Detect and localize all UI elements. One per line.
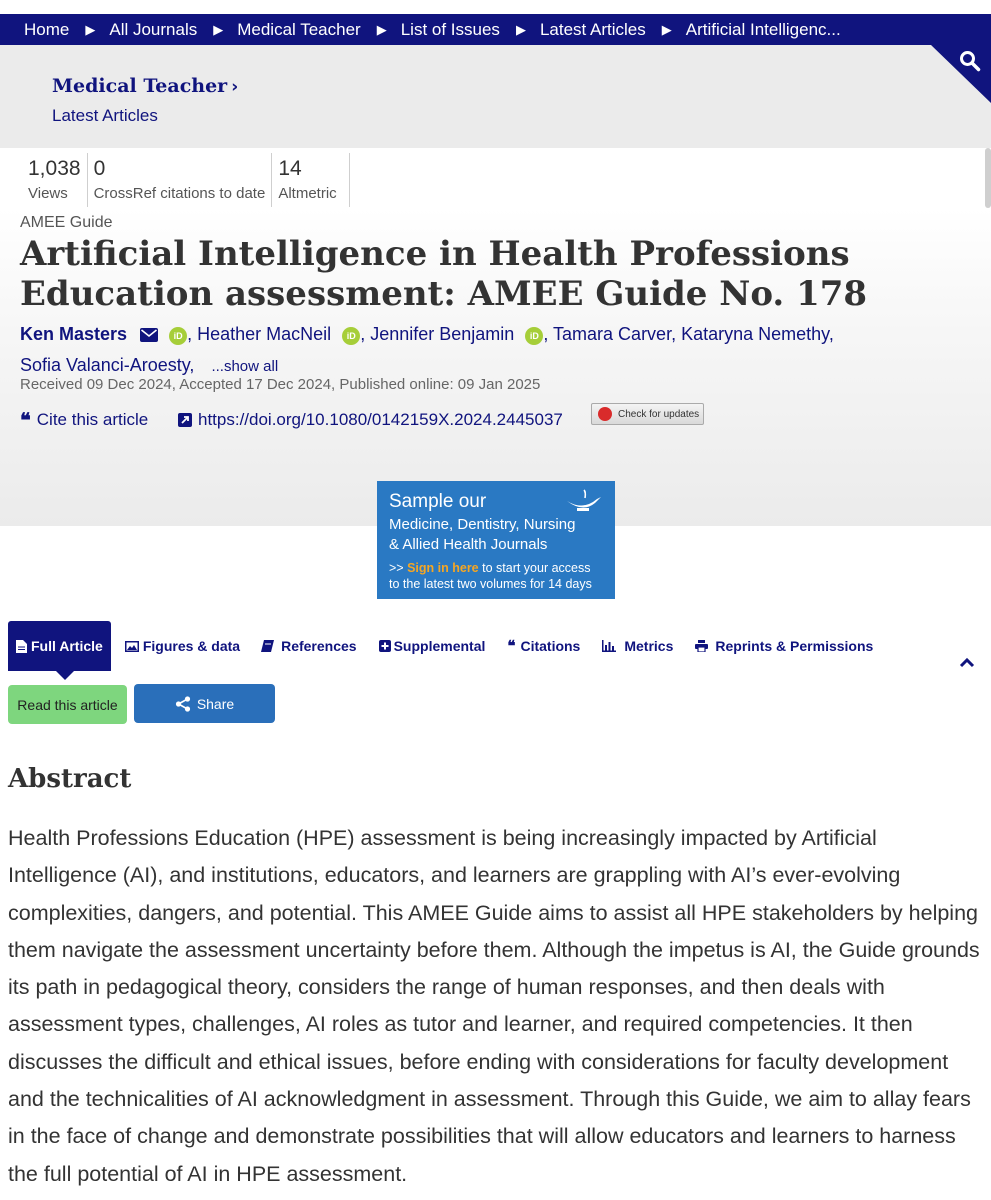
cite-label: Cite this article [36, 410, 149, 429]
breadcrumb-current: Artificial Intelligenc... [685, 19, 841, 39]
tab-reprints-permissions[interactable] [695, 621, 873, 671]
crossmark-icon [598, 407, 612, 421]
author-link[interactable]: Sofia Valanci-Aroesty [20, 355, 190, 375]
tab-figures-data[interactable] [125, 621, 240, 671]
breadcrumb-all-journals[interactable]: All Journals [109, 19, 198, 39]
tab-supplemental[interactable] [379, 621, 486, 671]
metric-label: Altmetric [278, 185, 337, 202]
breadcrumb-latest-articles[interactable]: Latest Articles [539, 19, 646, 39]
ad-line1: Sample our [389, 491, 487, 512]
show-all-authors-link[interactable]: ...show all [211, 358, 279, 375]
breadcrumb-home[interactable]: Home [24, 19, 70, 39]
ad-line2b: & Allied Health Journals [389, 536, 548, 553]
abstract-heading: Abstract [8, 764, 132, 794]
read-article-button[interactable]: Read this article [8, 685, 127, 724]
article-type: AMEE Guide [20, 214, 113, 231]
lamp-icon [563, 489, 603, 513]
orcid-icon[interactable]: iD [169, 327, 187, 345]
quote-icon: ❝ [20, 408, 31, 432]
chevron-up-icon[interactable] [959, 656, 975, 668]
metric-label: CrossRef citations to date [93, 185, 266, 202]
journal-header [0, 45, 991, 148]
tab-label: Metrics [624, 638, 674, 654]
ad-line3: to start your access [482, 561, 591, 575]
tab-label: Full Article [31, 638, 103, 654]
tab-metrics[interactable] [602, 621, 673, 671]
check-for-updates-button[interactable] [591, 403, 704, 425]
breadcrumb-journal[interactable]: Medical Teacher [237, 19, 361, 39]
article-metrics [20, 153, 350, 207]
cite-article-link[interactable] [20, 410, 148, 430]
author-separator: , [671, 324, 677, 344]
tab-citations[interactable] [507, 621, 580, 671]
article-tabs [8, 621, 895, 671]
author-link[interactable]: Heather MacNeil [197, 324, 332, 344]
external-link-icon [178, 413, 192, 427]
breadcrumb-arrow-icon: ▶ [376, 21, 387, 37]
author-link[interactable]: Ken Masters [20, 324, 128, 344]
author-separator: , [189, 355, 195, 375]
envelope-icon[interactable] [140, 328, 158, 342]
sample-journals-ad[interactable] [377, 481, 615, 599]
breadcrumb-list-of-issues[interactable]: List of Issues [400, 19, 500, 39]
abstract-text: Health Professions Education (HPE) assessment is being increasingly impacted by Artificial Intelligence (AI), and institutions, educators, and learners are grappling with AI’s ever-evolving complexities, dangers, and potential. This AMEE Guide aims to assist all HPE stakeholders by helping them navigate the assessment uncertainty before them. Although the impetus is AI, the Guide grounds its path in pedagogical theory, considers the range of human responses, and then deals with assessment types, challenges, AI roles as tutor and learner, and required competencies. It then discusses the difficult and ethical issues, before ending with considerations for faculty development and the technicalities of AI acknowledgment in assessment. Through this Guide, we aim to allay fears in the face of change and demonstrate possibilities that will allow educators and learners to harness the full potential of AI in HPE assessment. [8, 826, 980, 1186]
author-link[interactable]: Kataryna Nemethy [681, 324, 829, 344]
metric-views [20, 153, 88, 207]
breadcrumb-arrow-icon: ▶ [661, 21, 672, 37]
author-separator: , [360, 324, 366, 344]
author-separator: , [543, 324, 549, 344]
document-icon [16, 640, 27, 653]
author-list [20, 319, 970, 382]
author-link[interactable]: Jennifer Benjamin [370, 324, 515, 344]
doi-link[interactable] [178, 410, 563, 430]
ad-line2a: Medicine, Dentistry, Nursing [389, 516, 576, 533]
metric-value: 1,038 [28, 157, 81, 180]
check-updates-label: Check for updates [618, 408, 700, 420]
book-icon [261, 640, 274, 652]
metric-value: 14 [278, 157, 302, 180]
orcid-icon[interactable]: iD [525, 327, 543, 345]
journal-title-link[interactable] [52, 75, 238, 97]
ad-arrows: >> [389, 561, 404, 575]
tab-label: Citations [520, 638, 581, 654]
article-title: Artificial Intelligence in Health Professions Education assessment: AMEE Guide No. 178 [20, 234, 868, 314]
breadcrumb-arrow-icon: ▶ [515, 21, 526, 37]
share-label: Share [196, 695, 235, 712]
share-button[interactable] [134, 684, 275, 723]
breadcrumb [0, 14, 991, 45]
quote-icon: ❝ [507, 637, 516, 655]
publication-dates: Received 09 Dec 2024, Accepted 17 Dec 2024, Published online: 09 Jan 2025 [20, 376, 541, 393]
author-link[interactable]: Tamara Carver [553, 324, 672, 344]
orcid-icon[interactable]: iD [342, 327, 360, 345]
chevron-right-icon: › [231, 77, 239, 97]
tab-label: Reprints & Permissions [715, 638, 874, 654]
tab-label: Figures & data [142, 638, 241, 654]
metric-citations [88, 153, 273, 207]
plus-icon [379, 640, 391, 652]
print-icon [695, 640, 708, 652]
author-separator: , [187, 324, 193, 344]
metric-value: 0 [93, 157, 106, 180]
journal-title: Medical Teacher [52, 75, 228, 97]
tab-references[interactable] [261, 621, 357, 671]
search-icon[interactable] [959, 50, 981, 72]
bar-chart-icon [602, 640, 616, 652]
share-icon [175, 696, 191, 712]
tab-label: Supplemental [393, 638, 486, 654]
latest-articles-link[interactable]: Latest Articles [52, 106, 158, 125]
breadcrumb-arrow-icon: ▶ [85, 21, 96, 37]
image-icon [125, 641, 139, 652]
tab-label: References [281, 638, 357, 654]
metric-label: Views [28, 185, 68, 202]
author-separator: , [828, 324, 834, 344]
tab-full-article[interactable] [8, 621, 111, 671]
ad-line4: to the latest two volumes for 14 days [389, 577, 592, 591]
metric-altmetric[interactable] [272, 153, 349, 207]
doi-url: https://doi.org/10.1080/0142159X.2024.2445037 [198, 410, 563, 429]
ad-sign-in-link[interactable]: Sign in here [407, 561, 479, 575]
scrollbar[interactable] [985, 148, 991, 208]
breadcrumb-arrow-icon: ▶ [213, 21, 224, 37]
